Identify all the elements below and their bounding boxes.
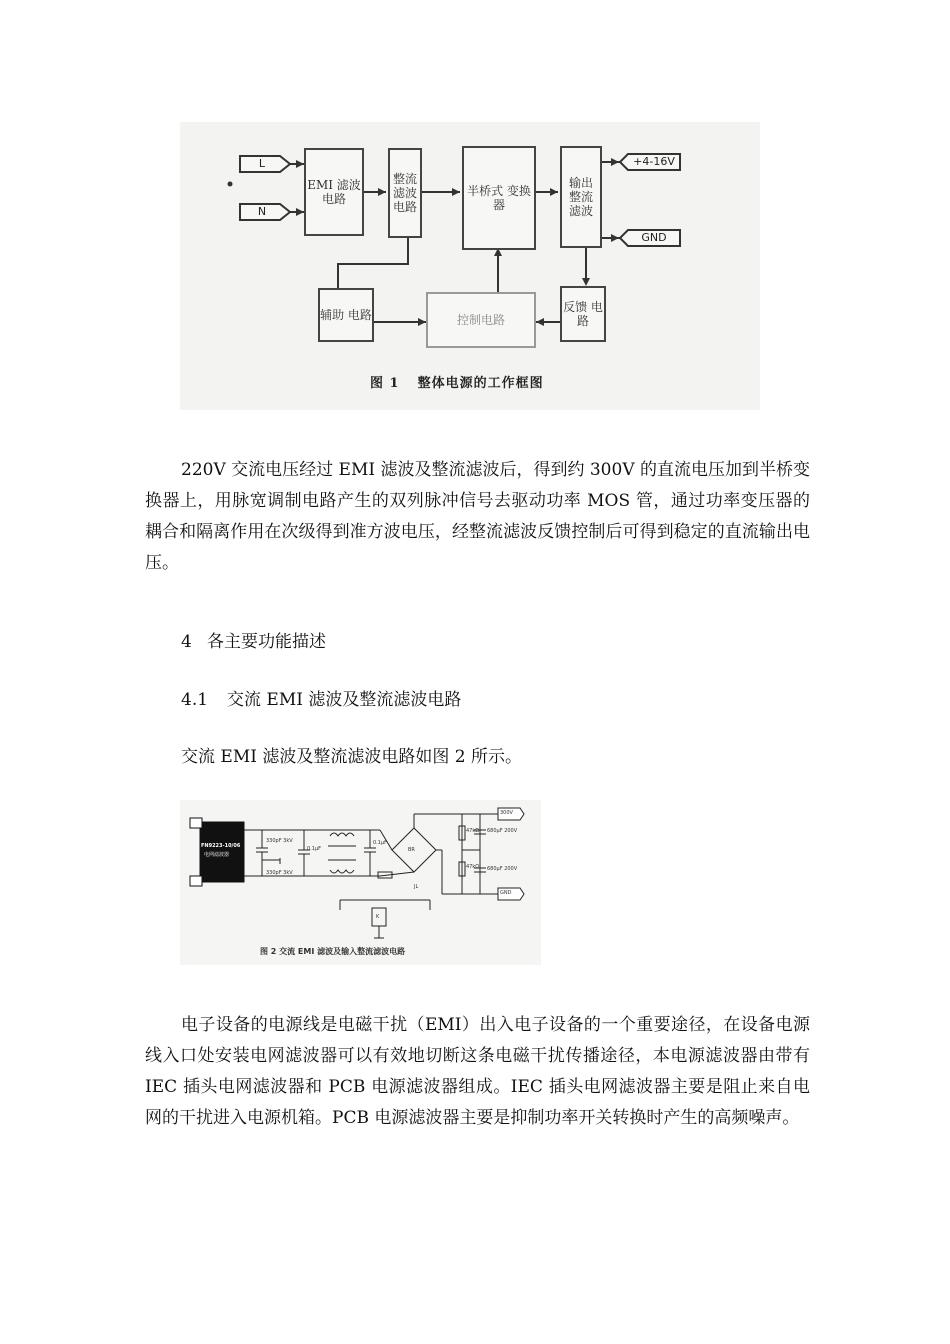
- bridge-label: BR: [408, 847, 415, 853]
- cap-c4-label: 0.1μF: [373, 840, 388, 846]
- cap-ce1-label: 680μF 200V: [487, 828, 518, 834]
- paragraph-overview: 220V 交流电压经过 EMI 滤波及整流滤波后，得到约 300V 的直流电压加到半桥变换器上，用脉宽调制电路产生的双列脉冲信号去驱动功率 MOS 管，通过功率变压器的耦合和隔离作用在次级得到准方波电压，经整流滤波反馈控制后可得到稳定的直流输出电压。: [145, 460, 810, 573]
- resistor-r1-label: 47kΩ: [466, 828, 480, 834]
- section-4-title: 各主要功能描述: [207, 632, 326, 652]
- block-rectifier-filter-label: 整流 滤波 电路: [392, 172, 417, 214]
- block-feedback-circuit-label: 反馈 电路: [563, 300, 603, 328]
- block-emi-filter: [304, 148, 364, 236]
- filter-module-label: FN9223-10/06: [201, 843, 241, 849]
- terminal-output-voltage: +4-16V: [633, 155, 675, 168]
- cap-c3-label: 0.1μF: [307, 846, 322, 852]
- block-emi-filter-label: EMI 滤波 电路: [307, 178, 361, 206]
- block-half-bridge-converter: [462, 146, 536, 250]
- output-gnd-label: GND: [500, 890, 512, 896]
- figure-2-circuit: [180, 800, 541, 965]
- figure-1-caption: [370, 372, 544, 391]
- relay-k-label: K: [376, 914, 380, 920]
- figure-1-block-diagram: [180, 122, 760, 410]
- block-control-circuit: [426, 292, 536, 348]
- block-auxiliary-circuit-label: 辅助 电路: [320, 308, 372, 322]
- terminal-n: N: [257, 205, 267, 218]
- resistor-r2-label: 47kΩ: [466, 864, 480, 870]
- block-half-bridge-converter-label: 半桥式 变换器: [467, 184, 531, 212]
- terminal-gnd: GND: [641, 231, 667, 244]
- block-feedback-circuit: [560, 286, 606, 342]
- section-4-heading: [181, 630, 326, 654]
- block-control-circuit-label: 控制电路: [456, 313, 505, 327]
- paragraph-emi-filter: 电子设备的电源线是电磁干扰（EMI）出入电子设备的一个重要途径，在设备电源线入口处安装电网滤波器可以有效地切断这条电磁干扰传播途径，本电源滤波器由带有 IEC 插头电网滤波器和 PCB 电源滤波器组成。IEC 插头电网滤波器主要是阻止来自电网的干扰进入电源机箱。PCB 电源滤波器主要是抑制功率开关转换时产生的高频噪声。: [145, 1015, 810, 1128]
- block-auxiliary-circuit: [318, 288, 374, 342]
- block-output-rectifier-filter: [560, 146, 602, 248]
- terminal-l: L: [258, 157, 266, 170]
- relay-jl-label: JL: [414, 884, 419, 890]
- figure-1-caption-number: 图 1: [370, 376, 400, 391]
- output-300v-label: 300V: [500, 810, 513, 816]
- figure-2-intro: 交流 EMI 滤波及整流滤波电路如图 2 所示。: [181, 747, 522, 767]
- section-4-1-title: 交流 EMI 滤波及整流滤波电路: [227, 690, 462, 710]
- figure-1-caption-text: 整体电源的工作框图: [417, 376, 544, 391]
- block-output-rectifier-filter-label: 输出 整流 滤波: [568, 176, 593, 218]
- cap-c1-label: 330pF 3kV: [266, 838, 293, 844]
- cap-c2-label: 330pF 3kV: [266, 870, 293, 876]
- block-rectifier-filter: [388, 148, 422, 238]
- filter-module-sublabel: 电网滤波器: [204, 852, 230, 858]
- section-4-1-heading: [181, 688, 461, 712]
- section-4-number: 4: [181, 632, 192, 652]
- figure-2-schematic: [180, 800, 541, 965]
- section-4-1-number: 4.1: [181, 690, 209, 710]
- figure-2-caption: 图 2 交流 EMI 滤波及输入整流滤波电路: [260, 947, 406, 956]
- cap-ce2-label: 680μF 200V: [487, 866, 518, 872]
